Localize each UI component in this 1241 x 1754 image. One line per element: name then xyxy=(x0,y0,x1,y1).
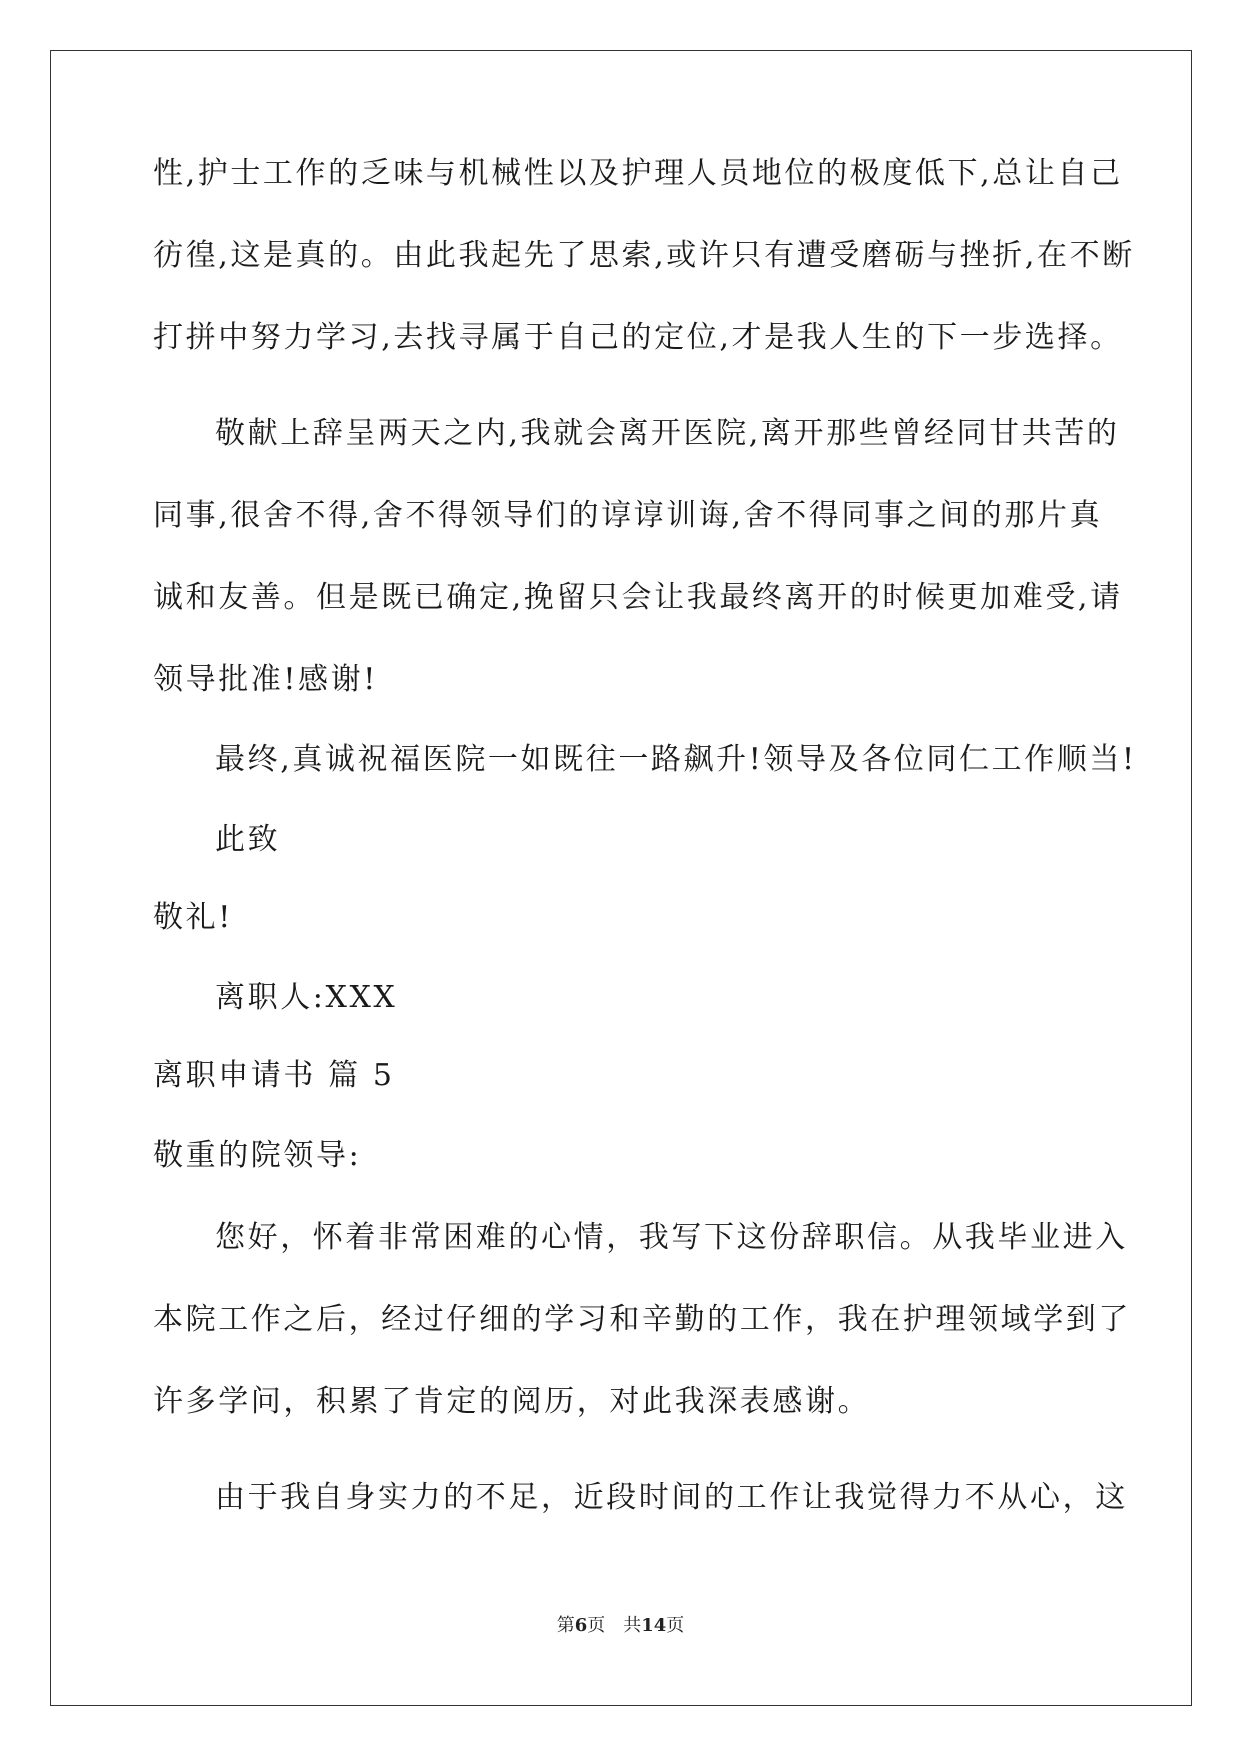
footer-prefix: 第 xyxy=(556,1615,575,1636)
text-line: 敬献上辞呈两天之内,我就会离开医院,离开那些曾经同甘共苦的 xyxy=(215,416,1120,451)
text-line: 许多学问，积累了肯定的阅历，对此我深表感谢。 xyxy=(153,1384,871,1419)
text-line: 同事,很舍不得,舍不得领导们的谆谆训诲,舍不得同事之间的那片真 xyxy=(153,498,1103,533)
text-line: 诚和友善。但是既已确定,挽留只会让我最终离开的时候更加难受,请 xyxy=(153,580,1123,615)
closing-salutation: 此致 xyxy=(215,822,281,857)
text-line: 最终,真诚祝福医院一如既往一路飙升!领导及各位同仁工作顺当! xyxy=(215,742,1137,777)
text-line: 领导批准!感谢! xyxy=(153,662,378,697)
text-line: 您好，怀着非常困难的心情，我写下这份辞职信。从我毕业进入 xyxy=(215,1220,1128,1255)
section-heading: 离职申请书 篇 5 xyxy=(153,1058,395,1093)
text-line: 性,护士工作的乏味与机械性以及护理人员地位的极度低下,总让自己 xyxy=(153,156,1123,191)
greeting: 敬重的院领导: xyxy=(153,1138,362,1173)
total-page-count: 14 xyxy=(641,1615,667,1636)
page-frame xyxy=(50,50,1192,1706)
signature-line: 离职人:XXX xyxy=(215,980,398,1015)
text-line: 由于我自身实力的不足，近段时间的工作让我觉得力不从心，这 xyxy=(215,1480,1128,1515)
text-line: 打拼中努力学习,去找寻属于自己的定位,才是我人生的下一步选择。 xyxy=(153,320,1123,355)
footer-suffix: 页 xyxy=(666,1615,685,1636)
current-page-number: 6 xyxy=(574,1615,588,1636)
closing-regards: 敬礼! xyxy=(153,900,233,935)
text-line: 彷徨,这是真的。由此我起先了思索,或许只有遭受磨砺与挫折,在不断 xyxy=(153,238,1135,273)
footer-mid: 页 共 xyxy=(587,1615,642,1636)
page-number-footer xyxy=(0,1614,1241,1638)
text-line: 本院工作之后，经过仔细的学习和辛勤的工作，我在护理领域学到了 xyxy=(153,1302,1131,1337)
